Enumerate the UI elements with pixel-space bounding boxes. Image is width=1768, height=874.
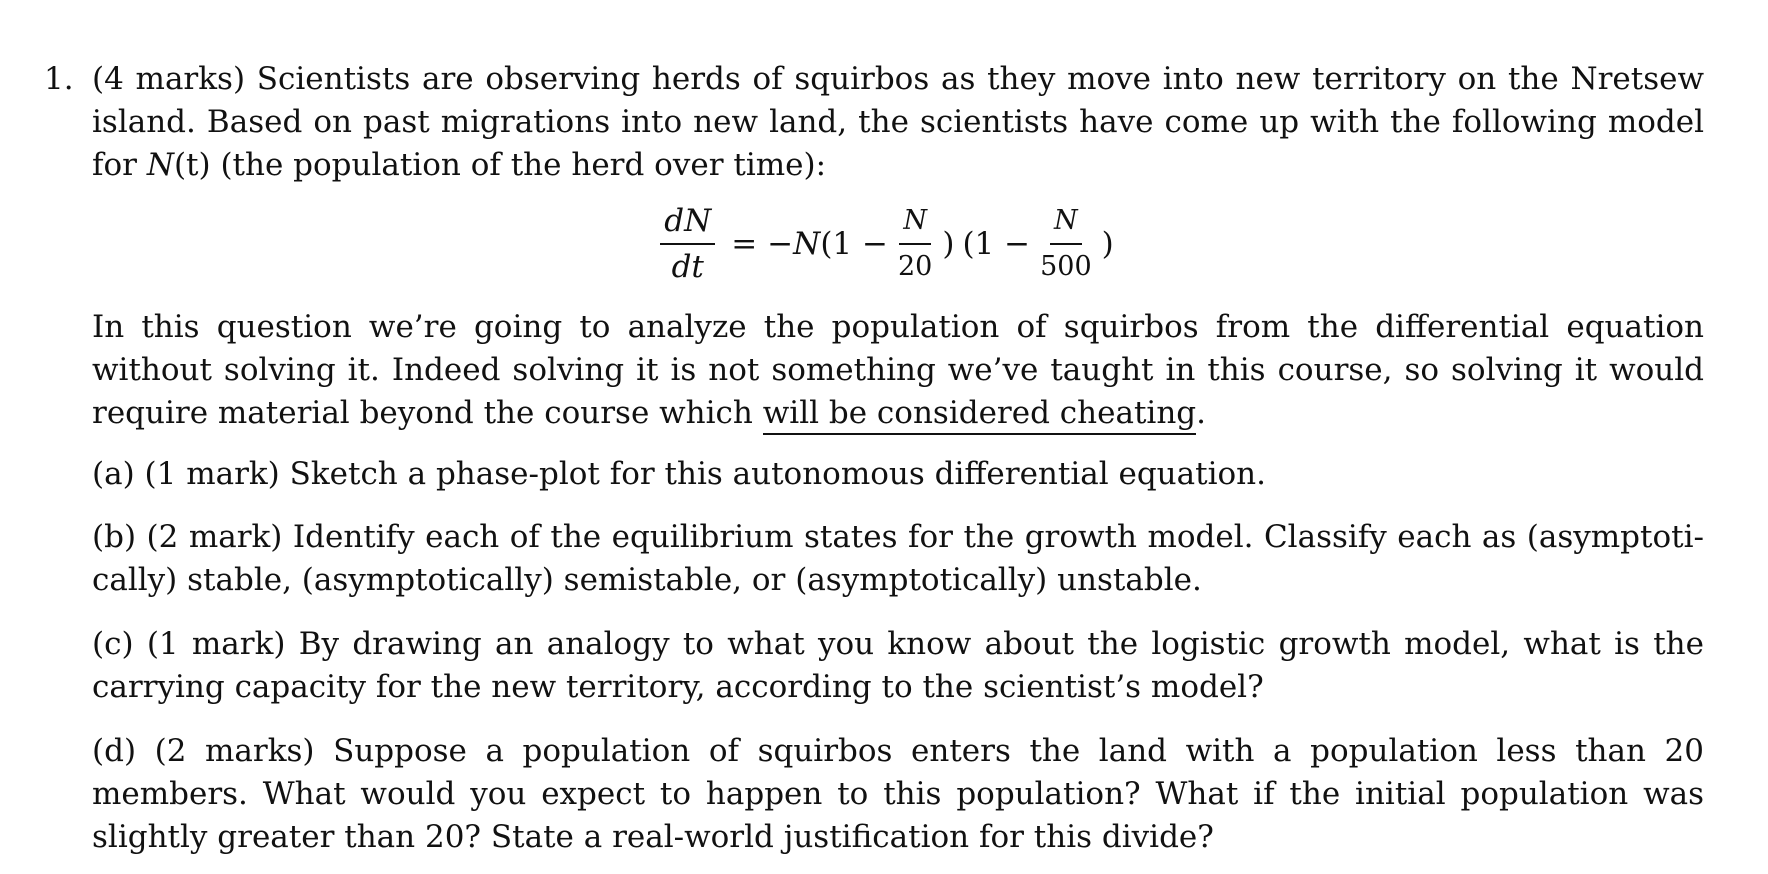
- intro-text-pre: (4 marks) Scientists are observing herds of squirbos as they move into new territory on the Nretsew island. Based on past migrations into new land, the scientists have come up with the following model for: [92, 61, 1704, 183]
- question-number: 1.: [44, 61, 74, 97]
- instructions-paragraph: [92, 306, 1704, 435]
- frac1-denominator: 20: [897, 251, 933, 282]
- close-paren-1: ): [942, 226, 955, 262]
- cheating-warning-underlined: will be considered cheating: [763, 395, 1196, 435]
- part-a: (a) (1 mark) Sketch a phase-plot for this autonomous differential equation.: [92, 456, 1266, 492]
- para2-text-pre: In this question we’re going to analyze the population of squirbos from the differential equation without solving it. Indeed solving it is not something we’ve taught in this course, so solving it would require material beyond the course which: [92, 309, 1704, 431]
- frac1-numerator: N: [899, 203, 931, 245]
- fraction-n-over-500: [1036, 203, 1096, 285]
- open-paren-2: (1 −: [962, 226, 1031, 262]
- question-intro: [92, 58, 1704, 187]
- intro-argument: (t): [173, 147, 211, 183]
- intro-variable: N: [146, 147, 174, 183]
- open-paren-1: (1 −: [820, 226, 888, 262]
- part-c: (c) (1 mark) By drawing an analogy to what you know about the logistic growth model, what is the carrying capacity for the new territory, according to the scientist’s model?: [92, 626, 1704, 705]
- equals-sign: =: [731, 226, 758, 262]
- minus-n-term: −N: [767, 226, 821, 262]
- part-b: (b) (2 mark) Identify each of the equilibrium states for the growth model. Classify each as (asymptoti-cally) stable, (asymptotically) semistable, or (asymptotically) unstable.: [92, 519, 1704, 598]
- part-d: (d) (2 marks) Suppose a population of squirbos enters the land with a population less than 20 members. What would you expect to happen to this population? What if the initial population was slightly greater than 20? State a real-world justification for this divide?: [92, 733, 1704, 855]
- lhs-numerator: dN: [660, 203, 715, 245]
- differential-equation: [0, 204, 1768, 284]
- para2-text-post: .: [1196, 395, 1206, 431]
- close-paren-2: ): [1101, 226, 1114, 262]
- lhs-fraction: [660, 203, 715, 285]
- fraction-n-over-20: [894, 203, 936, 285]
- frac2-denominator: 500: [1040, 251, 1092, 282]
- intro-text-post: (the population of the herd over time):: [210, 147, 827, 183]
- lhs-denominator: dt: [671, 249, 704, 285]
- frac2-numerator: N: [1050, 203, 1082, 245]
